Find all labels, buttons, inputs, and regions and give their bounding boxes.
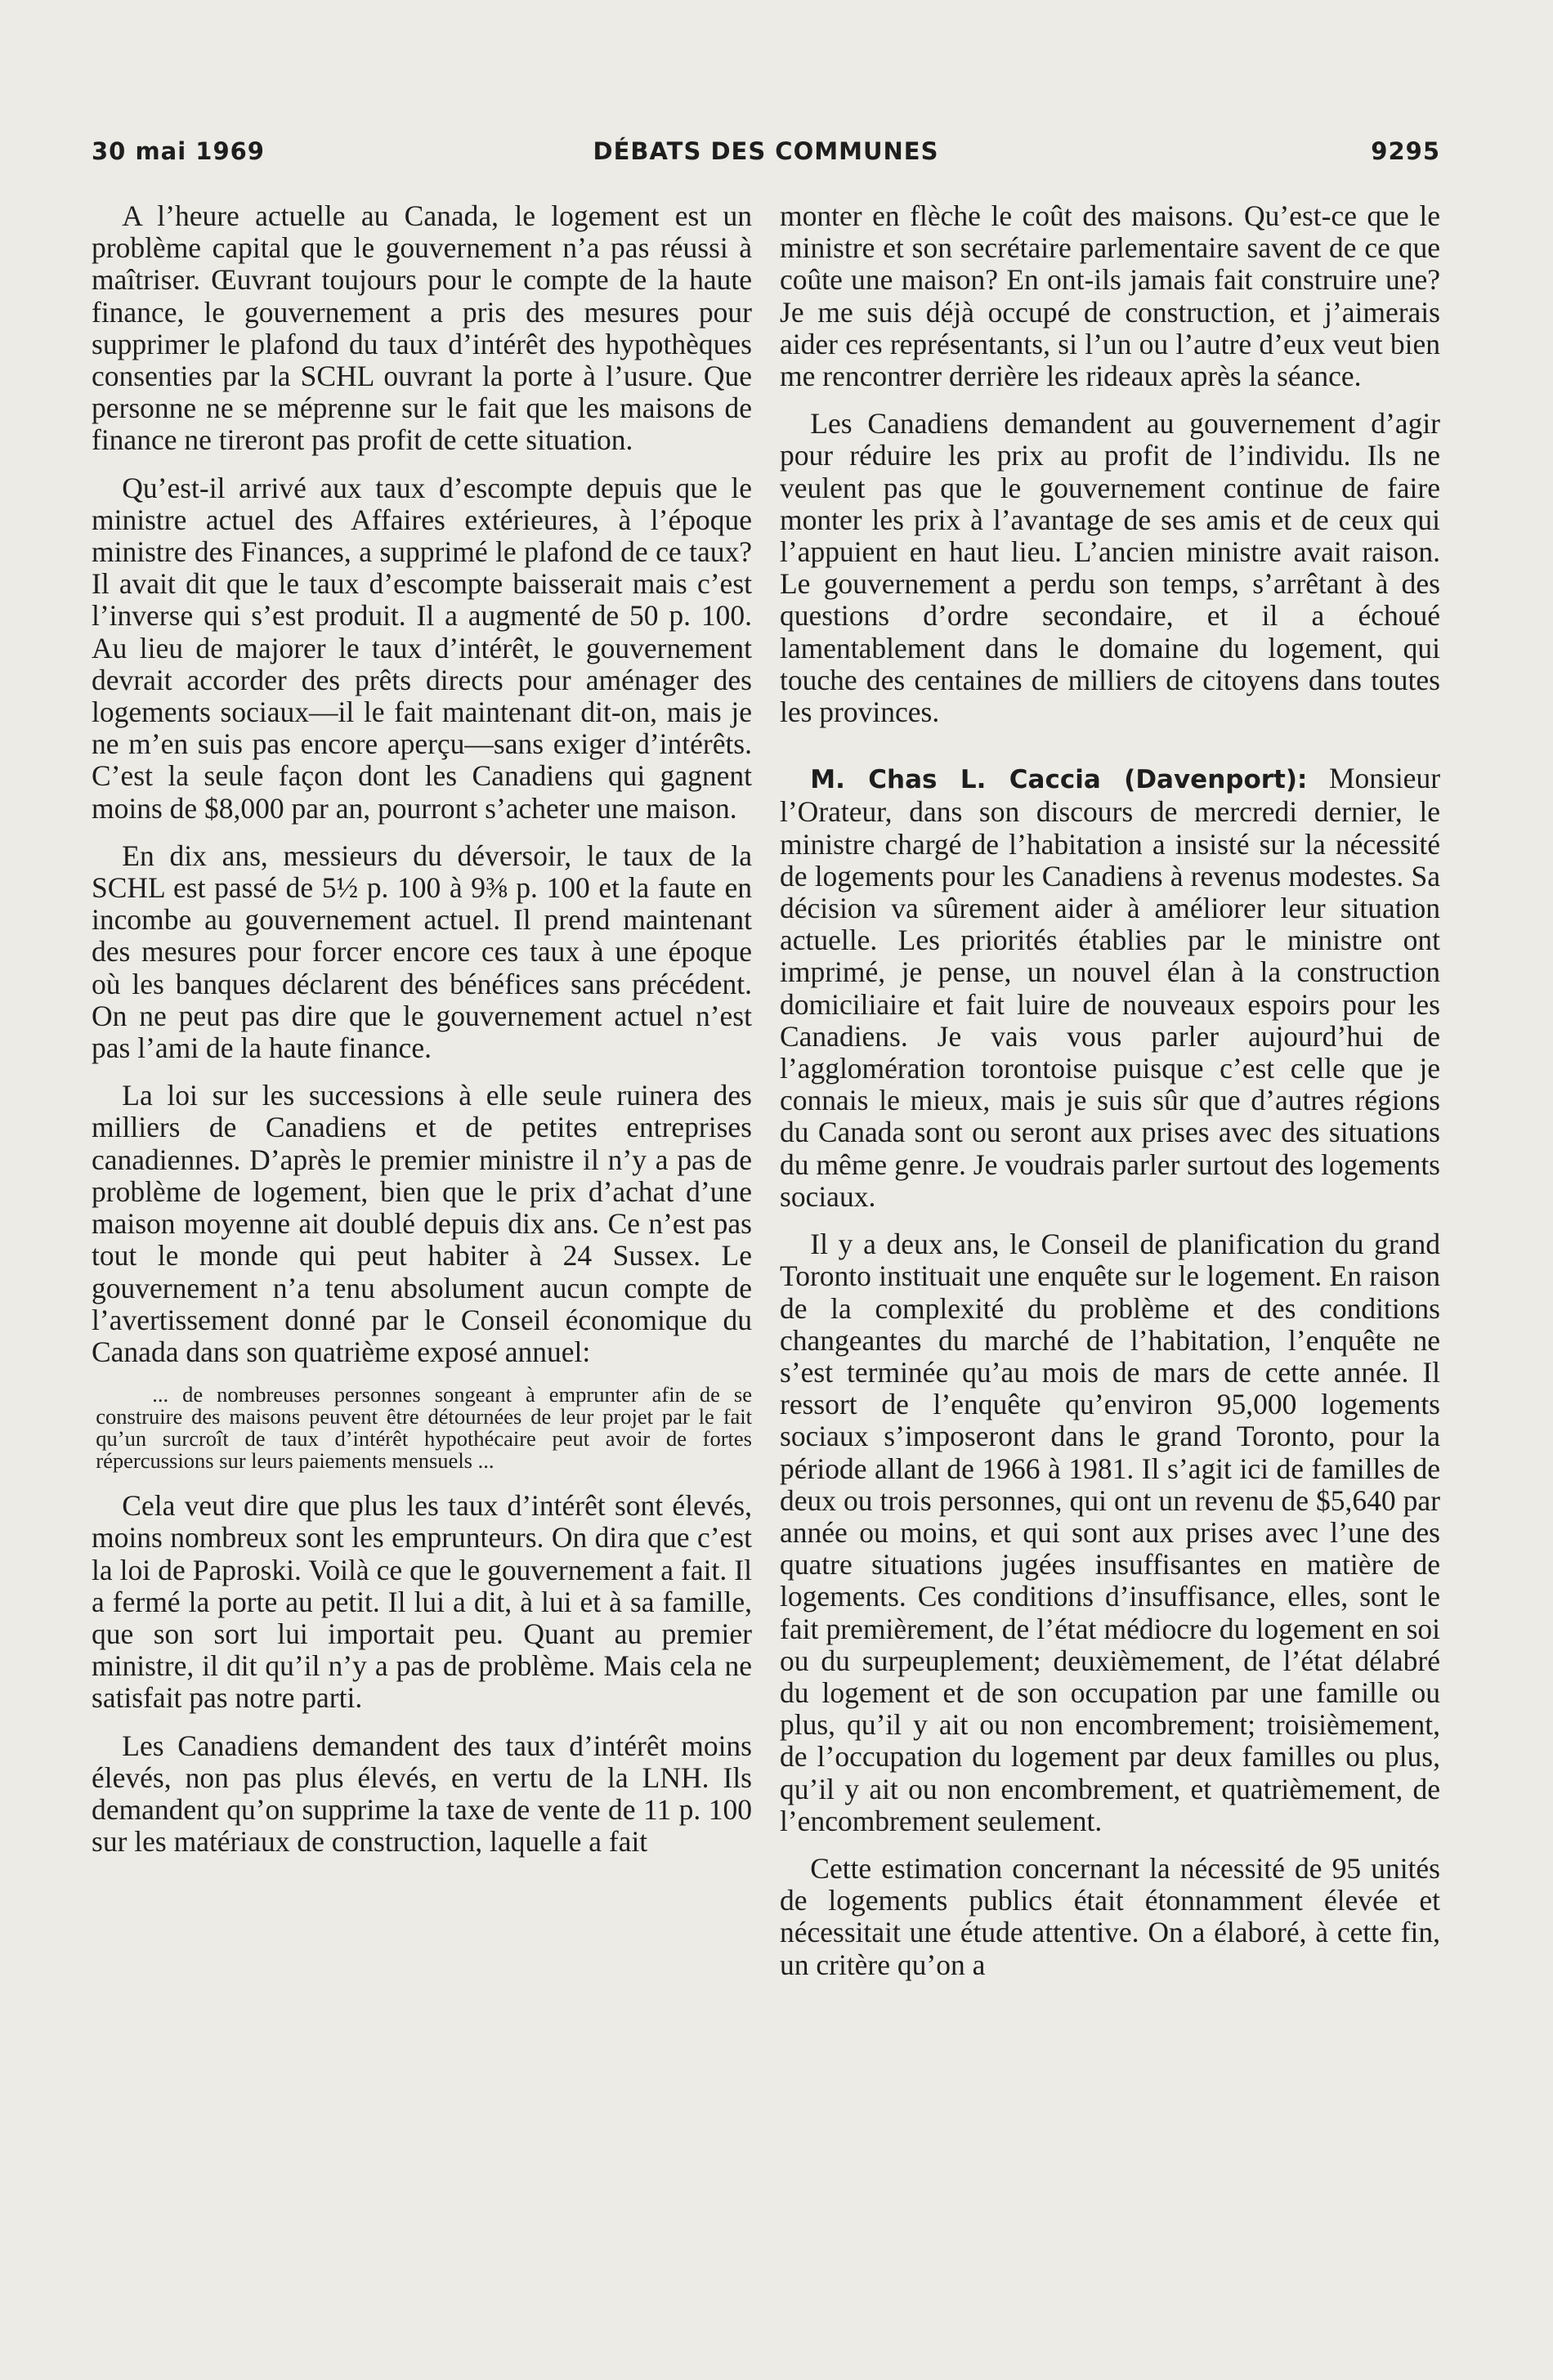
paragraph: Il y a deux ans, le Conseil de planification du grand Toronto instituait une enquête sur le logement. En raison de la complexité du problème et des conditions changeantes du marché de l’habitation, l’enquête ne s’est terminée qu’au mois de mars de cette année. Il ressort de l’enquête qu’environ 95,000 logements sociaux s’imposeront dans le grand Toronto, pour la période allant de 1966 à 1981. Il s’agit ici de familles de deux ou trois personnes, qui ont un revenu de $5,640 par année ou moins, et qui sont aux prises avec l’une des quatre situations jugées insuffisantes en matière de logements. Ces conditions d’insuffisance, elles, sont le fait premièrement, de l’état médiocre du logement en soi ou du surpeuplement; deuxièmement, de l’état délabré du logement et de son occupation par une famille ou plus, qu’il y ait ou non encombrement; troisièmement, de l’occupation du logement par deux familles ou plus, qu’il y ait ou non encombrement, et quatrièmement, de l’encombrement seulement. (780, 1228, 1440, 1837)
paragraph: Qu’est-il arrivé aux taux d’escompte depuis que le ministre actuel des Affaires extérieures, à l’époque ministre des Finances, a supprimé le plafond de ce taux? Il avait dit que le taux d’escompte baisserait mais c’est l’inverse qui s’est produit. Il a augmenté de 50 p. 100. Au lieu de majorer le taux d’intérêt, le gouvernement devrait accorder des prêts directs pour aménager des logements sociaux—il le fait maintenant dit-on, mais je ne m’en suis pas encore aperçu—sans exiger d’intérêts. C’est la seule façon dont les Canadiens qui gagnent moins de $8,000 par an, pourront s’acheter une maison. (92, 471, 752, 825)
speaker-text: Monsieur l’Orateur, dans son discours de mercredi dernier, le ministre chargé de l’habitation a insisté sur la nécessité de logements pour les Canadiens à revenus modestes. Sa décision va sûrement aider à améliorer leur situation actuelle. Les priorités établies par le ministre ont imprimé, je pense, un nouvel élan à la construction domiciliaire et fait luire de nouveaux espoirs pour les Canadiens. Je vais vous parler aujourd’hui de l’agglomération torontoise puisque c’est celle que je connais le mieux, mais je suis sûr que d’autres régions du Canada sont ou seront aux prises avec des situations du même genre. Je voudrais parler surtout des logements sociaux. (780, 762, 1441, 1213)
paragraph: A l’heure actuelle au Canada, le logement est un problème capital que le gouvernement n’a pas réussi à maîtriser. Œuvrant toujours pour le compte de la haute finance, le gouvernement a pris des mesures pour supprimer le plafond du taux d’intérêt des hypothèques consenties par la SCHL ouvrant la porte à l’usure. Que personne ne se méprenne sur le fait que les maisons de finance ne tireront pas profit de cette situation. (92, 199, 752, 457)
paragraph: Les Canadiens demandent au gouvernement d’agir pour réduire les prix au profit de l’individu. Ils ne veulent pas que le gouvernement continue de faire monter les prix à l’avantage de ses amis et de ceux qui l’appuient en haut lieu. L’ancien ministre avait raison. Le gouvernement a perdu son temps, s’arrêtant à des questions d’ordre secondaire, et il a échoué lamentablement dans le domaine du logement, qui touche des centaines de milliers de citoyens dans toutes les provinces. (780, 407, 1440, 729)
paragraph: Les Canadiens demandent des taux d’intérêt moins élevés, non pas plus élevés, en vertu de la LNH. Ils demandent qu’on supprime la taxe de vente de 11 p. 100 sur les matériaux de construction, laquelle a fait (92, 1729, 752, 1859)
paragraph: La loi sur les successions à elle seule ruinera des milliers de Canadiens et de petites entreprises canadiennes. D’après le premier ministre il n’y a pas de problème de logement, bien que le prix d’achat d’une maison moyenne ait doublé depuis dix ans. Ce n’est pas tout le monde qui peut habiter à 24 Sussex. Le gouvernement n’a tenu absolument aucun compte de l’avertissement donné par le Conseil économique du Canada dans son quatrième exposé annuel: (92, 1079, 752, 1368)
speaker-name: M. Chas L. Caccia (Davenport): (810, 765, 1308, 795)
block-quote: ... de nombreuses personnes songeant à emprunter afin de se construire des maisons peuvent être détournées de leur projet par le fait qu’un surcroît de taux d’intérêt hypothécaire peut avoir de fortes répercussions sur leurs paiements mensuels ... (96, 1382, 752, 1474)
paragraph: Cette estimation concernant la nécessité de 95 unités de logements publics était étonnamment élevée et nécessitait une étude attentive. On a élaboré, à cette fin, un critère qu’on a (780, 1851, 1440, 1981)
page-header (92, 137, 1440, 173)
speaker-paragraph (780, 763, 1440, 1213)
paragraph-continued: monter en flèche le coût des maisons. Qu’est-ce que le ministre et son secrétaire parlementaire savent de ce que coûte une maison? En ont-ils jamais fait construire une? Je me suis déjà occupé de construction, et j’aimerais aider ces représentants, si l’un ou l’autre d’eux veut bien me rencontrer derrière les rideaux après la séance. (780, 199, 1440, 393)
paragraph: En dix ans, messieurs du déversoir, le taux de la SCHL est passé de 5½ p. 100 à 9⅜ p. 100 et la faute en incombe au gouvernement actuel. Il prend maintenant des mesures pour forcer encore ces taux à une époque où les banques déclarent des bénéfices sans précédent. On ne peut pas dire que le gouvernement actuel n’est pas l’ami de la haute finance. (92, 839, 752, 1065)
left-column (92, 200, 752, 1873)
header-page-number: 9295 (1371, 137, 1440, 165)
header-date: 30 mai 1969 (92, 137, 265, 165)
header-title: DÉBATS DES COMMUNES (593, 137, 939, 165)
right-column (780, 200, 1440, 1997)
paragraph: Cela veut dire que plus les taux d’intérêt sont élevés, moins nombreux sont les emprunteurs. On dira que c’est la loi de Paproski. Voilà ce que le gouvernement a fait. Il a fermé la porte au petit. Il lui a dit, à lui et à sa famille, que son sort lui importait peu. Quant au premier ministre, il dit qu’il n’y a pas de problème. Mais cela ne satisfait pas notre parti. (92, 1489, 752, 1715)
